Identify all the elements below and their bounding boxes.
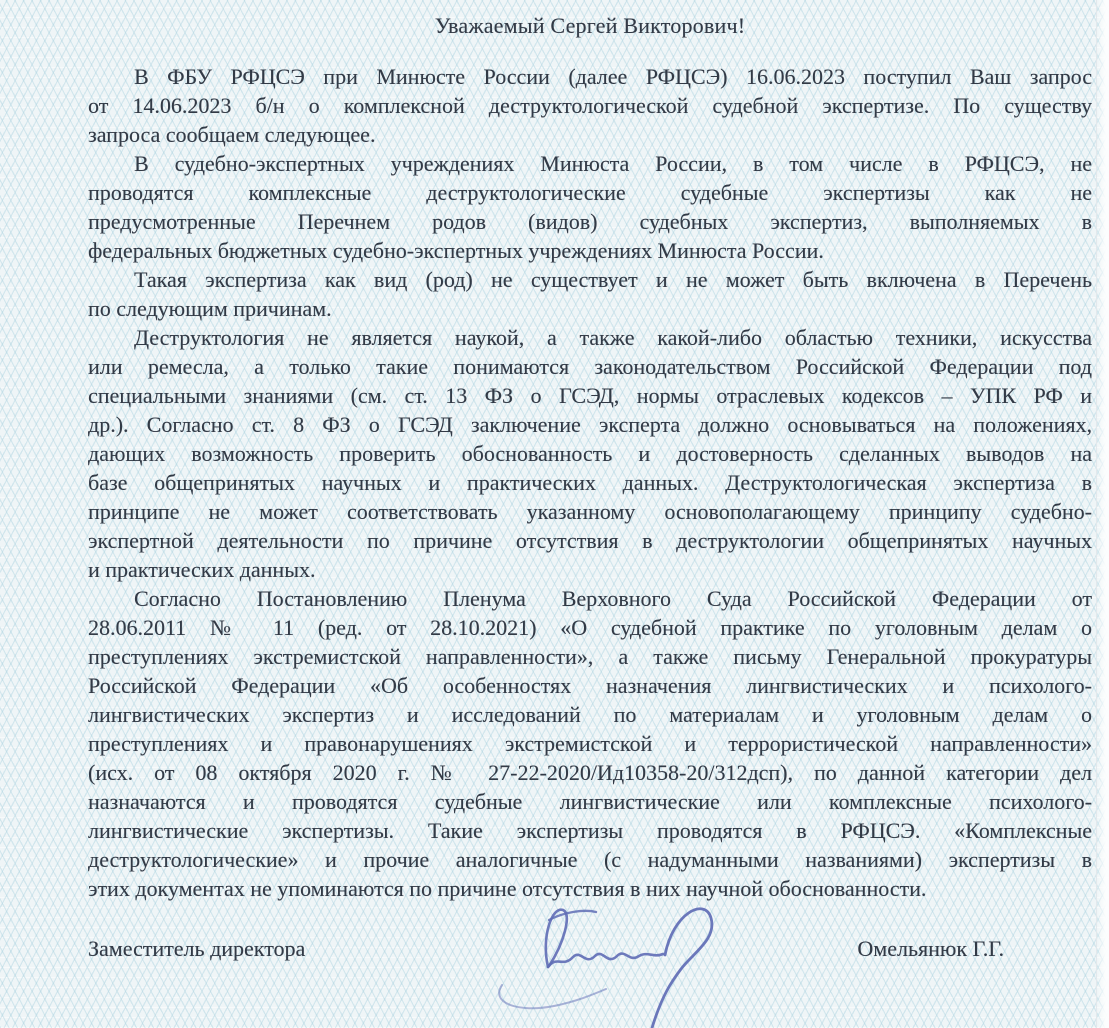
letter-line: и практических данных. [88,557,316,582]
letter-line: Согласно Постановлению Пленума Верховного Суда Российской Федерации от [134,586,1092,611]
letter-line: лингвистические экспертизы. Такие экспертизы проводятся в РФЦСЭ. «Комплексные [88,818,1092,843]
letter-line: лингвистических экспертиз и исследований по материалам и уголовным делам о [88,702,1092,727]
letter-line: 28.06.2011 № 11 (ред. от 28.10.2021) «О судебной практике по уголовным делам о [88,615,1092,640]
letter-line: или ремесла, а только такие понимаются законодательством Российской Федерации под [88,354,1092,379]
letter-line: от 14.06.2023 б/н о комплексной деструктологической судебной экспертизе. По существу [88,93,1092,118]
signature-block [88,934,1092,963]
signer-name: Омельянюк Г.Г. [857,936,1004,961]
signer-position-title: Заместитель директора [88,936,306,961]
letter-line: специальными знаниями (см. ст. 13 ФЗ о ГСЭД, нормы отраслевых кодексов – УПК РФ и [88,383,1092,408]
paragraph [88,149,1092,265]
letter-line: предусмотренные Перечнем родов (видов) судебных экспертиз, выполняемых в [88,209,1092,234]
letter-line: (исх. от 08 октября 2020 г. № 27-22-2020/Ид10358-20/312дсп), по данной категории дел [88,760,1092,785]
letter-line: базе общепринятых научных и практических данных. Деструктологическая экспертиза в [88,470,1092,495]
letter-line: Деструктология не является наукой, а также какой-либо областью техники, искусства [134,325,1092,350]
letter-line: деструктологические» и прочие аналогичные (с надуманными названиями) экспертизы в [88,847,1092,872]
letter-line: запроса сообщаем следующее. [88,122,376,147]
letter-line: Такая экспертиза как вид (род) не существует и не может быть включена в Перечень [134,267,1092,292]
letter-line: В судебно-экспертных учреждениях Минюста России, в том числе в РФЦСЭ, не [134,151,1092,176]
letter-line: Российской Федерации «Об особенностях назначения лингвистических и психолого- [88,673,1092,698]
letter-line: экспертной деятельности по причине отсутствия в деструктологии общепринятых научных [88,528,1092,553]
letter-line: дающих возможность проверить обоснованность и достоверность сделанных выводов на [88,441,1092,466]
letter-line: др.). Согласно ст. 8 ФЗ о ГСЭД заключение эксперта должно основываться на положениях, [88,412,1092,437]
scan-page-edge [1096,0,1109,1028]
letter-body [88,62,1092,903]
letter-line: этих документах не упоминаются по причине отсутствия в них научной обоснованности. [88,876,927,901]
letter-line: по следующим причинам. [88,296,332,321]
letter-line: преступлениях и правонарушениях экстремистской и террористической направленности» [88,731,1092,756]
letter-line: назначаются и проводятся судебные лингвистические или комплексные психолого- [88,789,1092,814]
paragraph [88,265,1092,323]
paragraph [88,62,1092,149]
letter-line: федеральных бюджетных судебно-экспертных учреждениях Минюста России. [88,238,824,263]
letter-line: преступлениях экстремистской направленности», а также письму Генеральной прокуратуры [88,644,1092,669]
paragraph [88,584,1092,903]
letter-line: В ФБУ РФЦСЭ при Минюсте России (далее РФЦСЭ) 16.06.2023 поступил Ваш запрос [134,64,1092,89]
salutation: Уважаемый Сергей Викторович! [434,13,746,38]
letter-line: проводятся комплексные деструктологические судебные экспертизы как не [88,180,1092,205]
letter-line: принципе не может соответствовать указанному основополагающему принципу судебно- [88,499,1092,524]
paragraph [88,323,1092,584]
